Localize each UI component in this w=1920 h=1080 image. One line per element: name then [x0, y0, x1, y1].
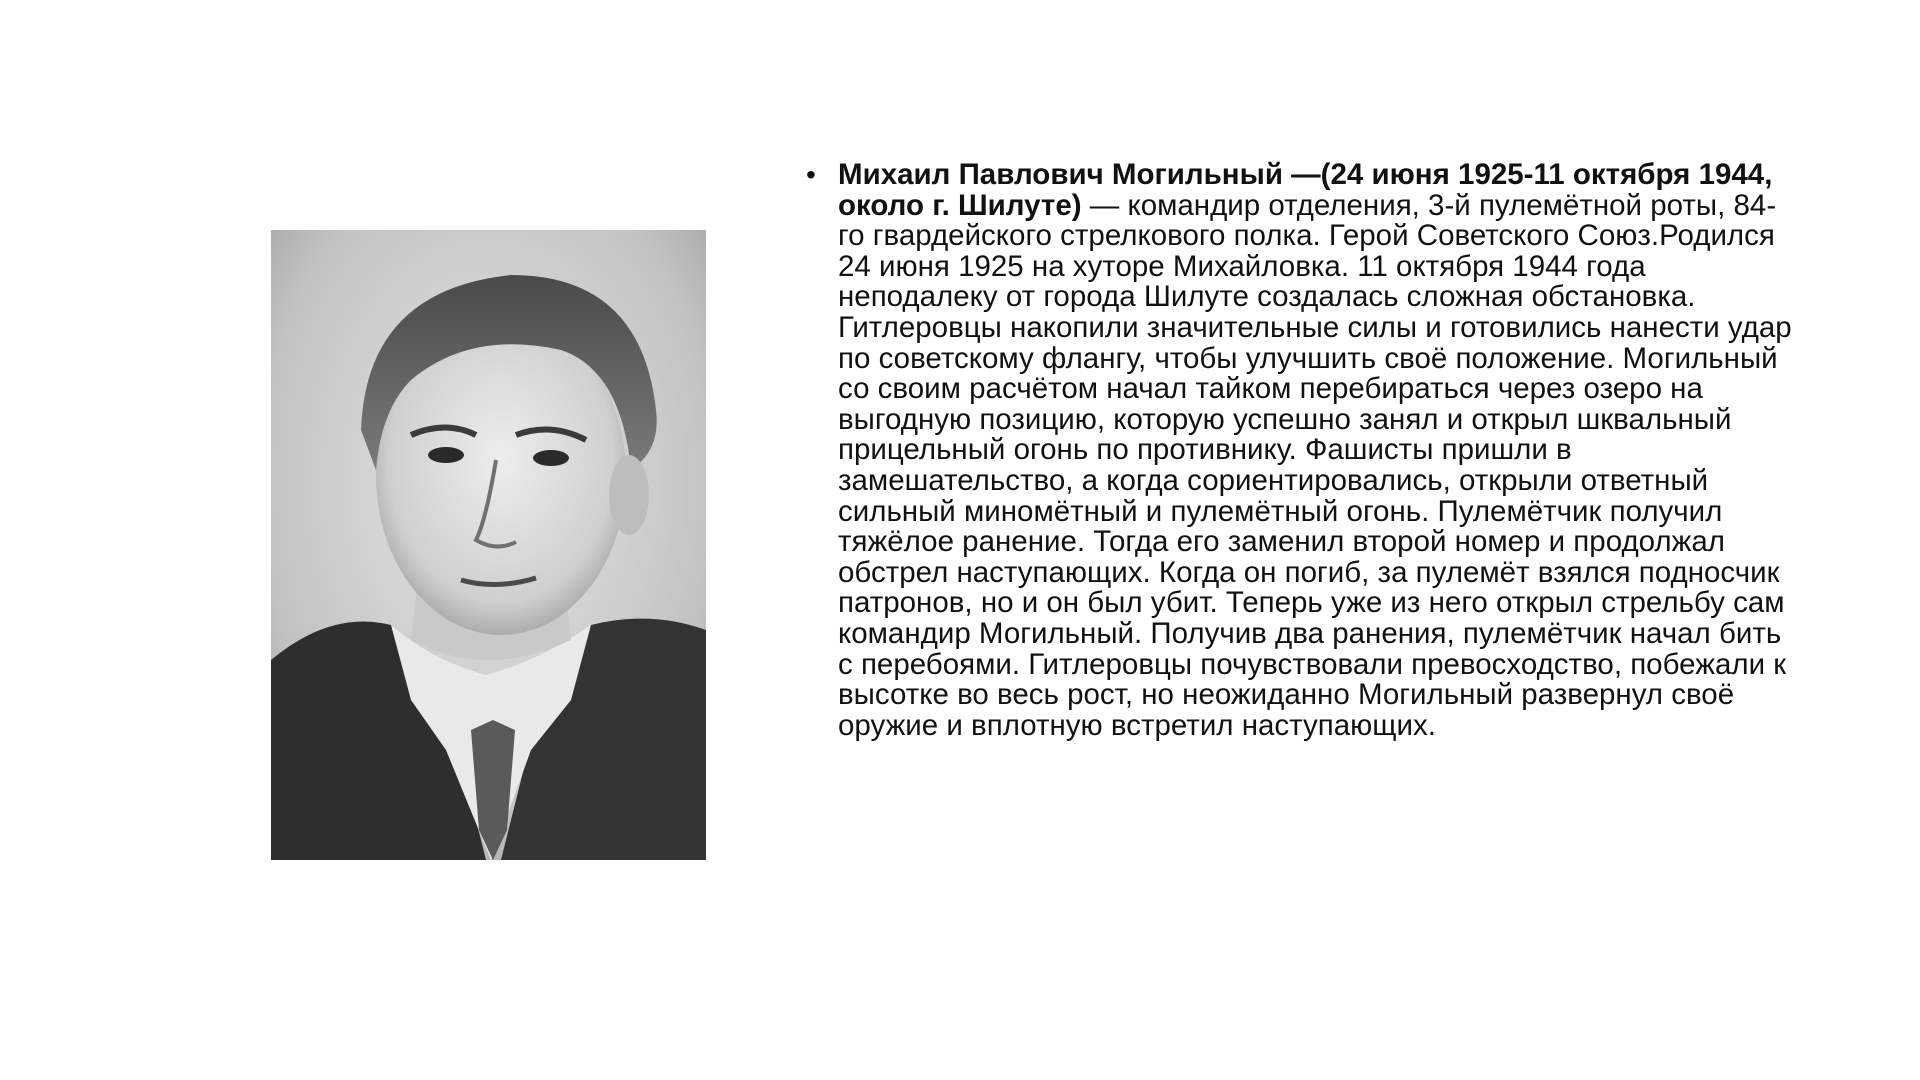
portrait-photo	[271, 230, 706, 860]
bio-body: — командир отделения, 3-й пулемётной роты, 84-го гвардейского стрелкового полка. Герой Советского Союз.Родился 24 июня 1925 на хуторе Михайловка. 11 октября 1944 года неподалеку от города Шилуте создалась сложная обстановка. Гитлеровцы накопили значительные силы и готовились нанести удар по советскому флангу, чтобы улучшить своё положение. Могильный со своим расчётом начал тайком перебираться через озеро на выгодную позицию, которую успешно занял и открыл шквальный прицельный огонь по противнику. Фашисты пришли в замешательство, а когда сориентировались, открыли ответный сильный миномётный и пулемётный огонь. Пулемётчик получил тяжёлое ранение. Тогда его заменил второй номер и продолжал обстрел наступающих. Когда он погиб, за пулемёт взялся подносчик патронов, но и он был убит. Теперь уже из него открыл стрельбу сам командир Могильный. Получив два ранения, пулемётчик начал бить с перебоями. Гитлеровцы почувствовали превосходство, побежали к высотке во весь рост, но неожиданно Могильный развернул своё оружие и вплотную встретил наступающих.	[838, 188, 1792, 742]
bullet-glyph: •	[806, 159, 816, 190]
bio-name-and-dates: Михаил Павлович Могильный —(24 июня 1925-11 октября 1944, около г. Шилуте)	[838, 158, 1773, 222]
bio-text	[806, 158, 1798, 742]
portrait-image	[271, 230, 706, 860]
